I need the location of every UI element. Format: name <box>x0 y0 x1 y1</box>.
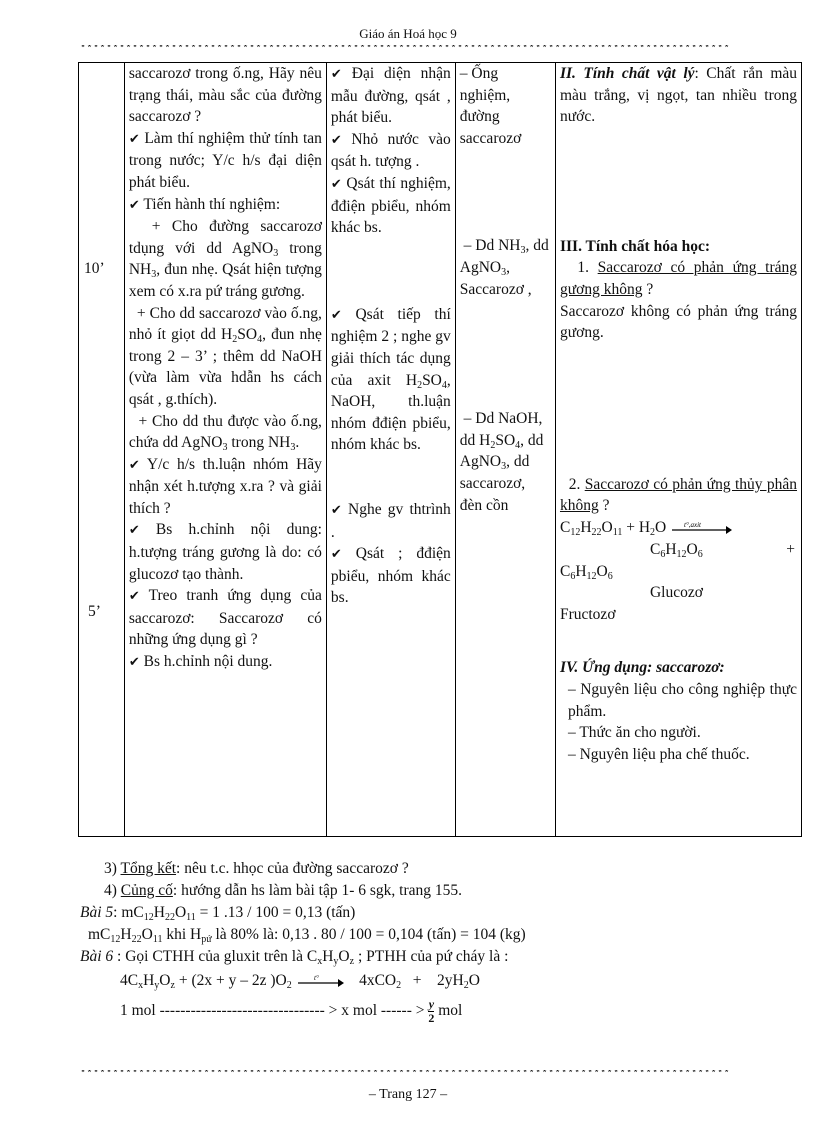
check-icon: ✔ <box>330 132 342 148</box>
check-icon: ✔ <box>330 176 342 192</box>
physical-properties: II. Tính chất vật lý: Chất rắn màu màu trắng, vị ngọt, tan nhiều trong nước. <box>559 65 798 126</box>
check-icon: ✔ <box>330 502 342 518</box>
hydrolysis-equation: $C_{12}H_{22}O_{11} + H_2O$ t°,axit <box>560 517 797 539</box>
application-item: – Nguyên liệu pha chế thuốc. <box>567 745 750 763</box>
bai5-line1: Bài 5: $mC_{12}H_{22}O_{11} = 1$ .13 / 100 = 0,13 (tấn) <box>80 904 356 923</box>
hs-item: ✔ Đại diện nhận mẫu đường, qsát , phát biểu. <box>330 65 451 127</box>
summary-section <box>80 858 800 1025</box>
fraction: $\frac{y}{2}$ <box>428 997 435 1025</box>
gv-item: ✔ Làm thí nghiệm thử tính tan trong nước; Y/c h/s đại diện phát biểu. <box>128 129 322 191</box>
gv-item: + Cho dd thu được vào ố.ng, chứa dd AgNO$_3$ trong $NH_3$. <box>128 412 322 454</box>
bai6-line1: Bài 6 : Gọi CTHH của gluxit trên là $C_xH_yO_z$ ; PTHH của pứ cháy là : <box>80 948 509 967</box>
question-2: 2. Saccarozơ có phản ứng thủy phân không ? <box>559 475 798 515</box>
header-divider: **************************************************************************************************** <box>80 45 731 55</box>
question-1: 1. Saccarozơ có phản ứng tráng gương không ? <box>559 259 798 298</box>
check-icon: ✔ <box>128 589 140 605</box>
dd-item: – Ống nghiệm, đường saccarozơ <box>459 65 522 147</box>
lesson-table <box>78 62 802 837</box>
svg-text:t°: t° <box>313 974 319 983</box>
check-icon: ✔ <box>330 547 342 563</box>
check-icon: ✔ <box>128 197 140 213</box>
label-fructozo: Fructozơ <box>559 605 616 623</box>
chemical-properties-title: III. Tính chất hóa học: <box>559 237 710 255</box>
bai5-line2: $mC_{12}H_{22}O_{11}$ khi $H_{pứ}$ là 80% là: 0,13 . 80 / 100 = 0,104 (tấn) = 104 (kg) <box>88 926 526 945</box>
check-icon: ✔ <box>128 457 140 473</box>
hs-item: ✔ Qsát thí nghiệm, đđiện pbiểu, nhóm khác bs. <box>330 174 451 237</box>
gv-item: ✔ Y/c h/s th.luận nhóm Hãy nhận xét h.tượng x.ra ? và giải thích ? <box>128 455 322 517</box>
check-icon: ✔ <box>128 523 140 539</box>
hs-item: ✔ Nhỏ nước vào qsát h. tượng . <box>330 130 451 171</box>
application-item: – Nguyên liệu cho công nghiệp thực phẩm. <box>567 680 797 720</box>
applications-title: IV. Ứng dụng: saccarozơ: <box>559 659 725 677</box>
label-glucozo: Glucozơ <box>649 584 703 602</box>
time-10: 10’ <box>84 260 105 277</box>
check-icon: ✔ <box>128 655 140 671</box>
time-column <box>79 63 125 837</box>
gv-item: ✔ Bs h.chỉnh nội dung: h.tượng tráng gương là do: có glucozơ tạo thành. <box>128 521 322 583</box>
check-icon: ✔ <box>330 307 342 323</box>
teacher-activity-column <box>124 63 326 837</box>
product-2: $C_6H_{12}O_6$ <box>559 562 613 582</box>
dd-item: – Dd NaOH, dd $H_2SO_4$, dd AgNO$_3$, dd saccarozơ, đèn cồn <box>459 410 544 514</box>
dd-item: – Dd $NH_3$, dd AgNO$_3$, Saccarozơ , <box>459 237 549 298</box>
mol-line: 1 mol -------------------------------- > x mol ------ > $\frac{y}{2}$ mol <box>120 997 463 1025</box>
check-icon: ✔ <box>128 131 140 147</box>
gv-item: ✔ Treo tranh ứng dụng của saccarozơ: Saccarozơ có những ứng dụng gì ? <box>128 587 322 649</box>
products-line: $C_6H_{12}O_6$ + <box>649 540 795 560</box>
gv-item: ✔ Bs h.chỉnh nội dung. <box>128 653 273 671</box>
hs-item: ✔ Qsát ; đđiện pbiểu, nhóm khác bs. <box>330 545 451 607</box>
summary-line: 3) Tổng kết: nêu t.c. hhọc của đường saccarozơ ? <box>104 860 409 877</box>
hs-item: ✔ Nghe gv thtrình . <box>330 500 451 541</box>
reaction-arrow-icon <box>670 521 732 535</box>
materials-column <box>455 63 555 837</box>
gv-item: + Cho dd saccarozơ vào ố.ng, nhỏ ít giọt dd $H_2SO_4$, đun nhẹ trong 2 – 3’ ; thêm dd NaOH (vừa làm vừa hdẫn hs cách qsát , g.thích). <box>128 304 322 408</box>
page-header: Giáo án Hoá học 9 <box>359 26 457 41</box>
svg-text:t°,axit: t°,axit <box>684 521 702 530</box>
hs-item: ✔ Qsát tiếp thí nghiệm 2 ; nghe gv giải thích tác dụng của axit $H_2SO_4$, NaOH, th.luận nhóm đđiện pbiểu, nhóm khác bs. <box>330 305 451 454</box>
gv-item: saccarozơ trong ố.ng, Hãy nêu trạng thái, màu sắc của đường saccarozơ ? <box>128 65 322 126</box>
page-number: – Trang 127 – <box>368 1087 448 1102</box>
answer-1: Saccarozơ không có phản ứng tráng gương. <box>559 302 797 342</box>
check-icon: ✔ <box>330 67 342 82</box>
reaction-arrow-icon <box>296 974 344 988</box>
gv-item: ✔ Tiến hành thí nghiệm: <box>128 195 281 213</box>
time-5: 5’ <box>88 603 101 620</box>
student-activity-column <box>326 63 455 837</box>
review-line: 4) Củng cố: hướng dẫn hs làm bài tập 1- 6 sgk, trang 155. <box>104 882 462 899</box>
combustion-equation: $4C_xH_yO_z + (2x + y - 2z$ )$O_2$ t° 4xCO$_2$ + $2yH_2O$ <box>120 972 480 991</box>
application-item: – Thức ăn cho người. <box>567 724 701 742</box>
content-column <box>555 63 801 837</box>
footer-divider: **************************************************************************************************** <box>80 1070 731 1080</box>
gv-item: + Cho đường saccarozơ tdụng với dd AgNO$_3$ trong $NH_3$, đun nhẹ. Qsát hiện tượng xem có x.ra pứ tráng gương. <box>128 218 322 300</box>
